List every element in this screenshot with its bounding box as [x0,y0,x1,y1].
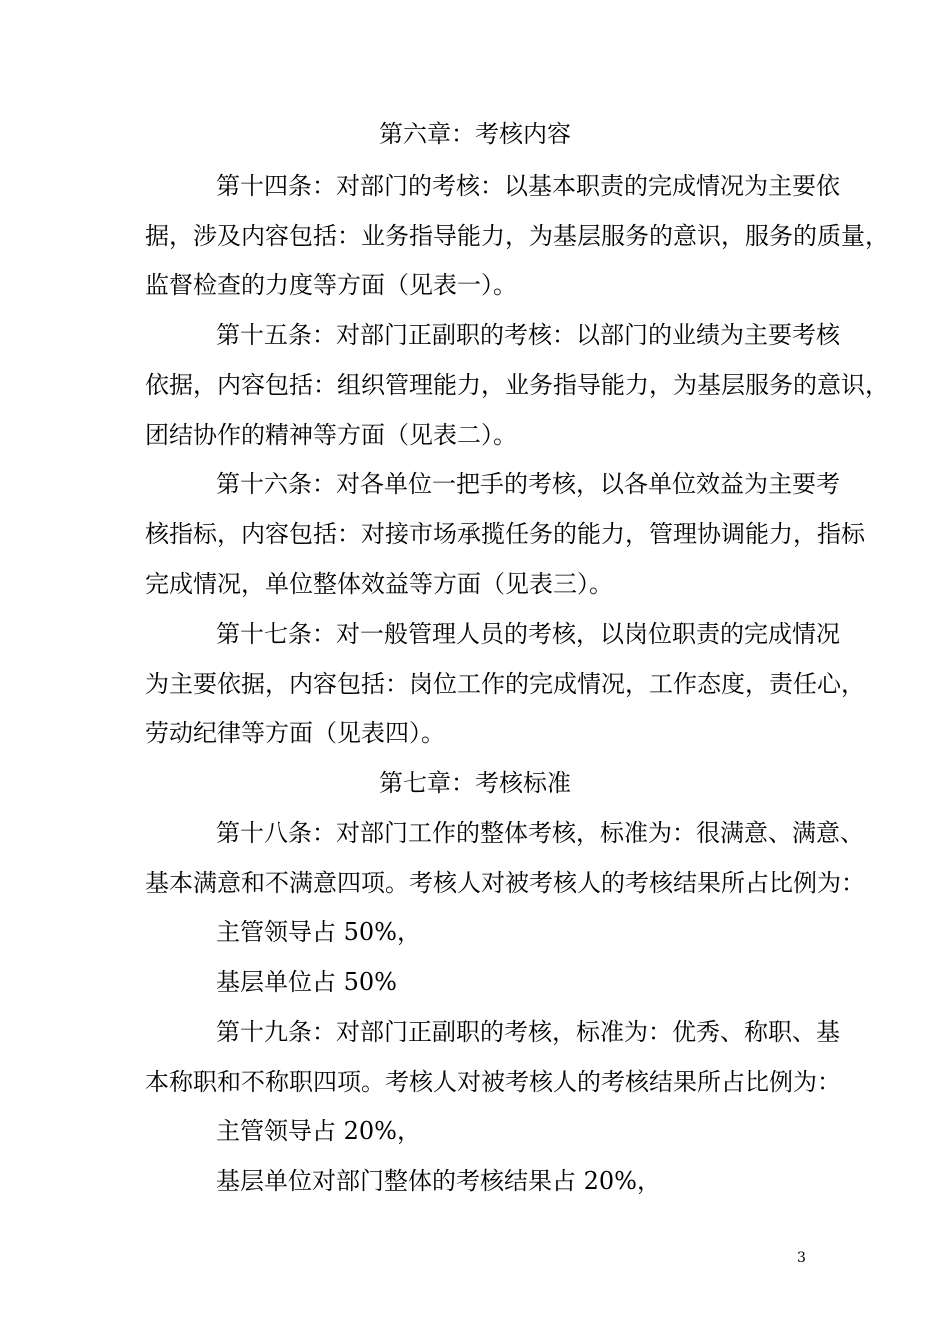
article-19-line-1: 第十九条：对部门正副职的考核，标准为：优秀、称职、基 [216,1018,840,1046]
article-18-ratio-grassroots: 基层单位占 50% [216,968,397,996]
article-17-line-2: 为主要依据，内容包括：岗位工作的完成情况，工作态度，责任心， [145,670,865,698]
article-17-line-3: 劳动纪律等方面（见表四）。 [145,719,445,747]
article-15-line-2: 依据，内容包括：组织管理能力，业务指导能力，为基层服务的意识， [145,371,889,399]
page-number: 3 [797,1250,806,1266]
article-19-ratio-leader: 主管领导占 20%， [216,1117,421,1145]
article-15-line-3: 团结协作的精神等方面（见表二）。 [145,421,517,449]
article-15-line-1: 第十五条：对部门正副职的考核：以部门的业绩为主要考核 [216,321,840,349]
article-16-line-1: 第十六条：对各单位一把手的考核，以各单位效益为主要考 [216,470,840,498]
article-19-line-2: 本称职和不称职四项。考核人对被考核人的考核结果所占比例为： [145,1068,841,1096]
article-18-ratio-leader: 主管领导占 50%， [216,918,421,946]
article-16-line-2: 核指标，内容包括：对接市场承揽任务的能力，管理协调能力，指标 [145,520,865,548]
article-18-line-2: 基本满意和不满意四项。考核人对被考核人的考核结果所占比例为： [145,869,865,897]
article-14-line-2: 据，涉及内容包括：业务指导能力，为基层服务的意识，服务的质量， [145,222,889,250]
chapter-6-heading: 第六章：考核内容 [379,120,571,148]
article-16-line-3: 完成情况，单位整体效益等方面（见表三）。 [145,570,613,598]
article-19-ratio-grassroots: 基层单位对部门整体的考核结果占 20%， [216,1167,661,1195]
article-17-line-1: 第十七条：对一般管理人员的考核，以岗位职责的完成情况 [216,620,840,648]
article-14-line-1: 第十四条：对部门的考核：以基本职责的完成情况为主要依 [216,172,840,200]
article-18-line-1: 第十八条：对部门工作的整体考核，标准为：很满意、满意、 [216,819,864,847]
chapter-7-heading: 第七章：考核标准 [379,769,571,797]
article-14-line-3: 监督检查的力度等方面（见表一）。 [145,271,517,299]
